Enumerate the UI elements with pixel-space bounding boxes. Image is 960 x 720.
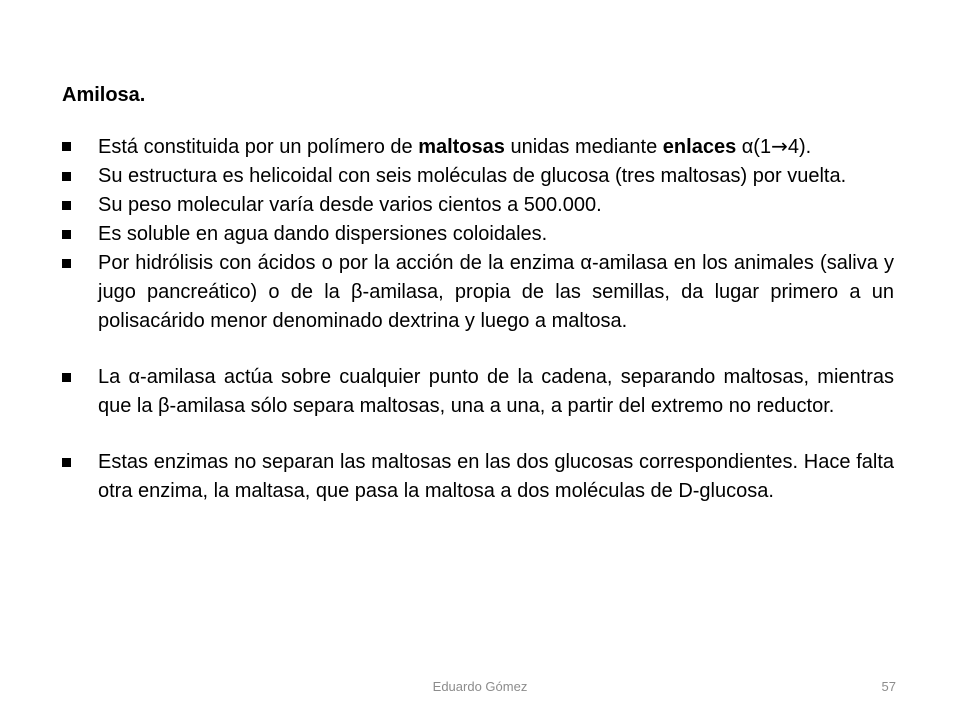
bullet-list [62,132,894,506]
bullet-item-7 [62,448,894,506]
bullet-item-1 [62,132,894,162]
bullet-5-text: Por hidrólisis con ácidos o por la acción de la enzima α-amilasa en los animales (saliva y jugo pancreático) o de la β-amilasa, propia de las semillas, da lugar primero a un polisacárido menor denominado dextrina y luego a maltosa. [98,252,894,332]
bullet-2-text: Su estructura es helicoidal con seis moléculas de glucosa (tres maltosas) por vuelta. [98,165,847,187]
square-bullet-icon [62,259,71,268]
square-bullet-icon [62,230,71,239]
bullet-item-5 [62,249,894,336]
bullet-item-6 [62,363,894,421]
bullet-1-text-mid: unidas mediante [504,136,663,158]
bullet-7-text: Estas enzimas no separan las maltosas en las dos glucosas correspondientes. Hace falta otra enzima, la maltasa, que pasa la maltosa a dos moléculas de D-glucosa. [98,451,894,502]
square-bullet-icon [62,458,71,467]
bullet-item-4 [62,220,894,249]
footer-author: Eduardo Gómez [432,679,528,694]
bullet-3-text: Su peso molecular varía desde varios cientos a 500.000. [98,194,602,216]
slide-title: Amilosa. [62,84,146,106]
bullet-1-text-end: 4). [787,136,812,158]
bullet-6-text: La α-amilasa actúa sobre cualquier punto de la cadena, separando maltosas, mientras que la β-amilasa sólo separa maltosas, una a una, a partir del extremo no reductor. [98,366,894,417]
bullet-1-text-pre: Está constituida por un polímero de [98,136,419,158]
square-bullet-icon [62,201,71,210]
square-bullet-icon [62,373,71,382]
square-bullet-icon [62,172,71,181]
page-number: 57 [881,679,896,694]
bullet-1-bold-maltosas: maltosas [418,136,505,158]
bullet-1-bold-enlaces: enlaces [662,136,737,158]
right-arrow-icon: → [771,134,788,158]
bullet-4-text: Es soluble en agua dando dispersiones coloidales. [98,223,548,245]
square-bullet-icon [62,142,71,151]
bullet-item-3 [62,191,894,220]
bullet-item-2 [62,162,894,191]
bullet-1-text-post: α(1 [736,136,772,158]
slide-content [62,80,894,506]
